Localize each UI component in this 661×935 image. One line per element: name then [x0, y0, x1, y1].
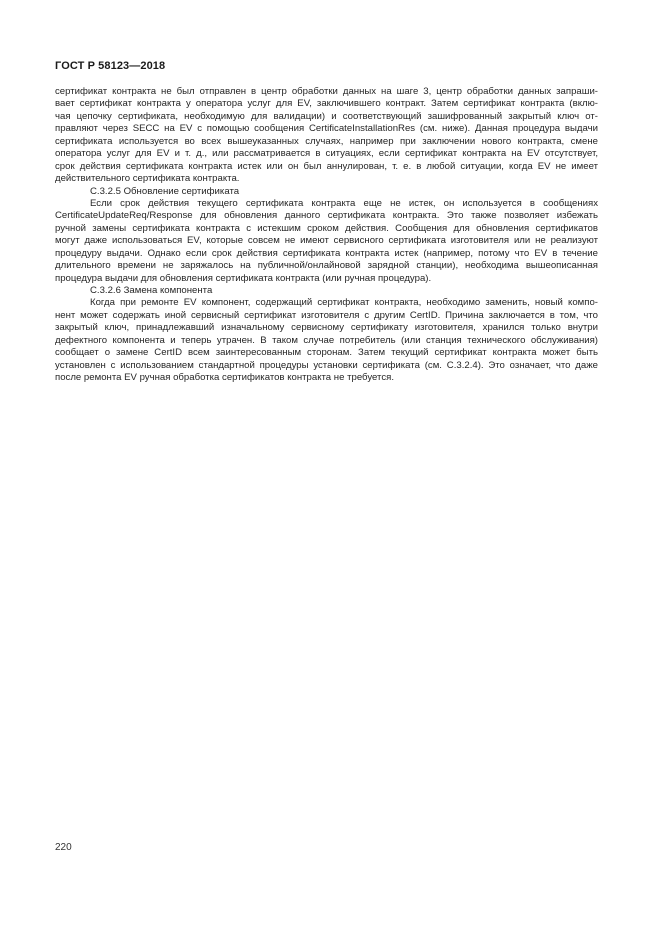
text-line: сертификата используется во всех вышеуказанных случаях, например при заключении нового контракта, смене	[55, 135, 598, 147]
section-heading-c325: C.3.2.5 Обновление сертификата	[90, 185, 240, 197]
text-line: сообщает о замене CertID всем заинтересованным сторонам. Затем текущий сертификат контракта может быть	[55, 347, 598, 359]
text-line: закрытый ключ, принадлежавший изначальному сервисному сертификату изготовителя, хранился только внутри	[55, 322, 598, 334]
text-line: CertificateUpdateReq/Response для обновления данного сертификата контракта. Это также позволяет избежать	[55, 210, 598, 222]
document-header: ГОСТ Р 58123—2018	[55, 60, 166, 72]
document-body	[55, 86, 598, 385]
text-line: Когда при ремонте EV компонент, содержащий сертификат контракта, необходимо заменить, новый компо-	[90, 297, 598, 309]
text-line: нент может содержать иной сервисный сертификат изготовителя с другим CertID. Причина заключается в том, что	[55, 309, 598, 321]
text-line: ручной замены сертификата контракта с истекшим сроком действия. Сообщения для обновления сертификатов	[55, 222, 598, 234]
text-line: срок действия сертификата контракта истек или он был аннулирован, т. е. в любой ситуации, когда EV не имеет	[55, 160, 598, 172]
text-line: Если срок действия текущего сертификата контракта еще не истек, он используется в сообщениях	[90, 197, 598, 209]
text-line: сертификат контракта не был отправлен в центр обработки данных на шаге 3, центр обработки данных запраши-	[55, 86, 598, 97]
text-line: установлен с использованием стандартной процедуры установки сертификата (см. C.3.2.4). Это означает, что даже	[55, 359, 598, 371]
text-line: правляют через SECC на EV с помощью сообщения CertificateInstallationRes (см. ниже). Данная процедура выдачи	[55, 123, 598, 135]
text-line: оператора услуг для EV и т. д., или рассматривается в ситуациях, если сертификат контракта на EV отсутствует,	[55, 148, 598, 160]
text-line: вает сертификат контракта у оператора услуг для EV, заключившего контракт. Затем сертификат контракта (вклю-	[55, 98, 598, 110]
text-line: чая цепочку сертификата, необходимую для валидации) и соответствующий зашифрованный закрытый ключ от-	[55, 110, 598, 122]
page-number: 220	[55, 842, 72, 853]
section-heading-c326: C.3.2.6 Замена компонента	[90, 285, 213, 296]
text-line: дефектного компонента и теперь утрачен. В таком случае потребитель (или станция технического обслуживания)	[55, 334, 598, 346]
text-line: процедура выдачи для обновления сертификата контракта (или ручная процедура).	[55, 272, 432, 284]
text-line: длительного времени не заряжалось на публичной/онлайновой зарядной станции), необходима вышеописанная	[55, 260, 598, 272]
text-line: процедуру выдачи. Однако если срок действия сертификата контракта истек (например, потому что EV в течение	[55, 247, 598, 259]
text-line: после ремонта EV ручная обработка сертификатов контракта не требуется.	[55, 372, 394, 384]
text-line: могут даже использоваться EV, которые совсем не имеют сервисного сертификата изготовителя или не реализуют	[55, 235, 598, 247]
text-line: действительного сертификата контракта.	[55, 173, 240, 185]
